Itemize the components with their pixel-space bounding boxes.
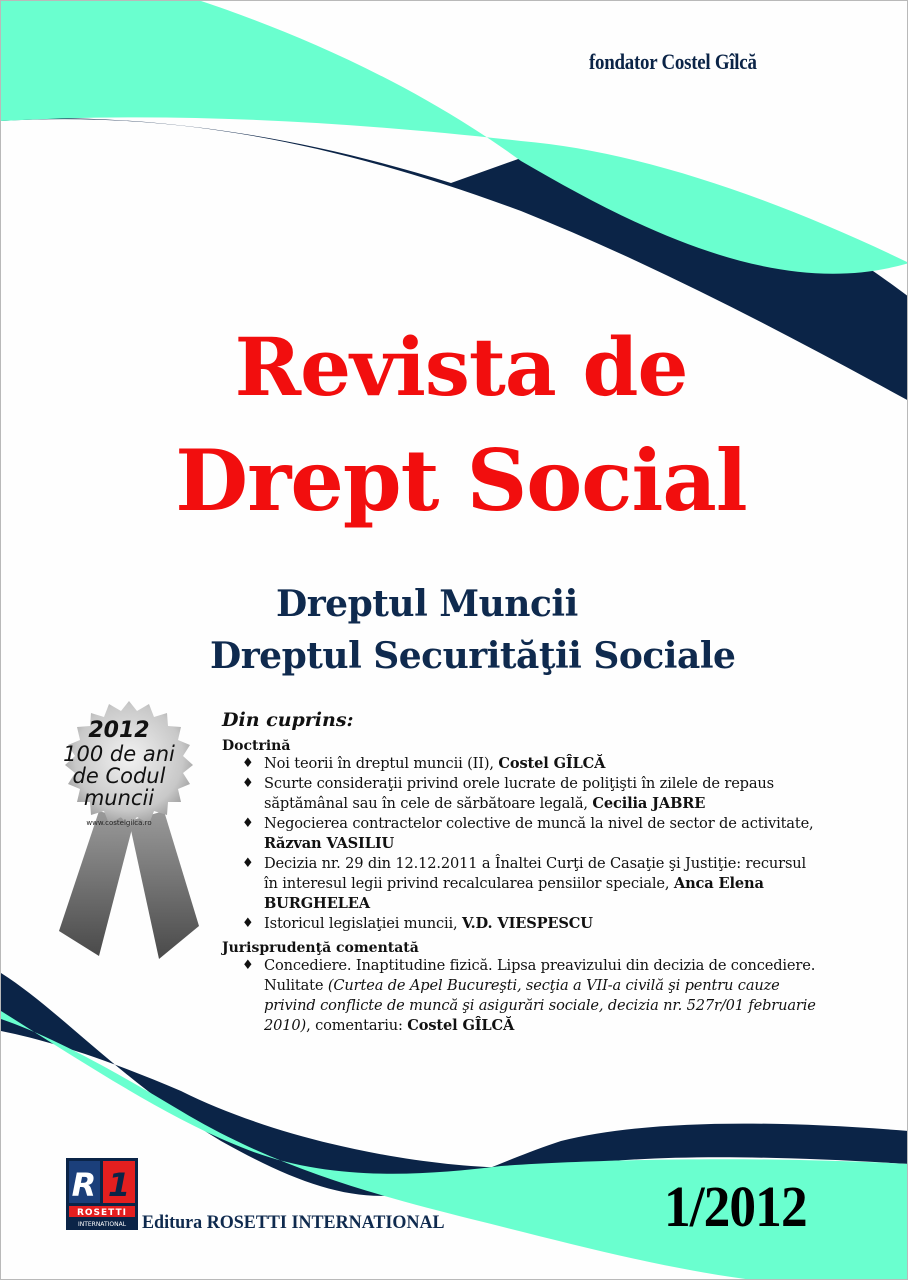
badge-line: 100 de ani xyxy=(63,742,175,766)
svg-text:INTERNATIONAL: INTERNATIONAL xyxy=(77,1221,127,1228)
toc-section-doctrine: Doctrină xyxy=(222,738,291,754)
toc-item: ♦ Negocierea contractelor colective de muncă la nivel de sector de activitate, Răzvan VASILIU xyxy=(242,815,814,852)
diamond-bullet-icon: ♦ xyxy=(242,856,254,871)
diamond-bullet-icon: ♦ xyxy=(242,816,254,831)
diamond-bullet-icon: ♦ xyxy=(242,756,254,771)
diamond-bullet-icon: ♦ xyxy=(242,958,254,973)
toc-author: V.D. VIESPESCU xyxy=(462,915,593,932)
toc-item: ♦ Noi teorii în dreptul muncii (II), Costel GÎLCĂ xyxy=(242,755,606,772)
diamond-bullet-icon: ♦ xyxy=(242,916,254,931)
toc-heading: Din cuprins: xyxy=(222,709,354,731)
toc-item: ♦ Scurte consideraţii privind orele lucrate de poliţişti în zilele de repaus săptămânal sau în cele de sărbătoare legală, Cecilia JABRE xyxy=(242,775,775,812)
toc-author: Costel GÎLCĂ xyxy=(498,755,606,772)
toc-item: ♦ Decizia nr. 29 din 12.12.2011 a Înaltei Curţi de Casaţie şi Justiţie: recursul în interesul legii privind recalcularea pensiilor speciale, Anca Elena BURGHELEA xyxy=(242,855,807,912)
toc-item: ♦ Istoricul legislaţiei muncii, V.D. VIESPESCU xyxy=(242,915,593,932)
svg-text:ROSETTI: ROSETTI xyxy=(76,1208,128,1218)
table-of-contents xyxy=(222,709,822,1036)
badge-line: muncii xyxy=(83,786,155,810)
svg-text:R: R xyxy=(71,1166,97,1204)
toc-section-case-law: Jurisprudenţă comentată xyxy=(222,940,419,956)
toc-item: ♦ Concediere. Inaptitudine fizică. Lipsa preavizului din decizia de concediere. Nulitate (Curtea de Apel Bucureşti, secţia a VII-a civilă şi pentru cauze privind conflicte de muncă şi asigurări sociale, decizia nr. 527r/01 februarie 2010), comentariu: Costel GÎLCĂ xyxy=(242,957,816,1034)
badge-url: www.costelgilca.ro xyxy=(86,819,152,827)
publisher-name: Editura ROSETTI INTERNATIONAL xyxy=(142,1212,445,1233)
toc-citation: (Curtea de Apel Bucureşti, secţia a VII-a civilă şi pentru cauze privind conflicte de muncă şi asigurări sociale, decizia nr. 527r/01 februarie 2010) xyxy=(264,977,816,1034)
rosetti-logo-icon xyxy=(66,1158,138,1230)
subtitle-social-security-law: Dreptul Securităţii Sociale xyxy=(210,635,736,677)
svg-text:1: 1 xyxy=(107,1166,131,1204)
magazine-title-line-1: Revista de xyxy=(234,320,688,414)
top-mint-swoosh xyxy=(1,1,908,274)
badge-year: 2012 xyxy=(88,718,150,743)
toc-author: Costel GÎLCĂ xyxy=(407,1017,515,1034)
toc-author: Răzvan VASILIU xyxy=(264,835,395,852)
founder-credit: fondator Costel Gîlcă xyxy=(589,49,757,74)
subtitle-labor-law: Dreptul Muncii xyxy=(276,583,578,625)
badge-line: de Codul xyxy=(72,764,166,788)
issue-number: 1/2012 xyxy=(664,1174,807,1239)
toc-author: Cecilia JABRE xyxy=(592,795,706,812)
toc-author: Anca Elena BURGHELEA xyxy=(264,875,764,912)
magazine-title-line-2: Drept Social xyxy=(175,431,747,530)
badge-label xyxy=(39,719,199,827)
diamond-bullet-icon: ♦ xyxy=(242,776,254,791)
